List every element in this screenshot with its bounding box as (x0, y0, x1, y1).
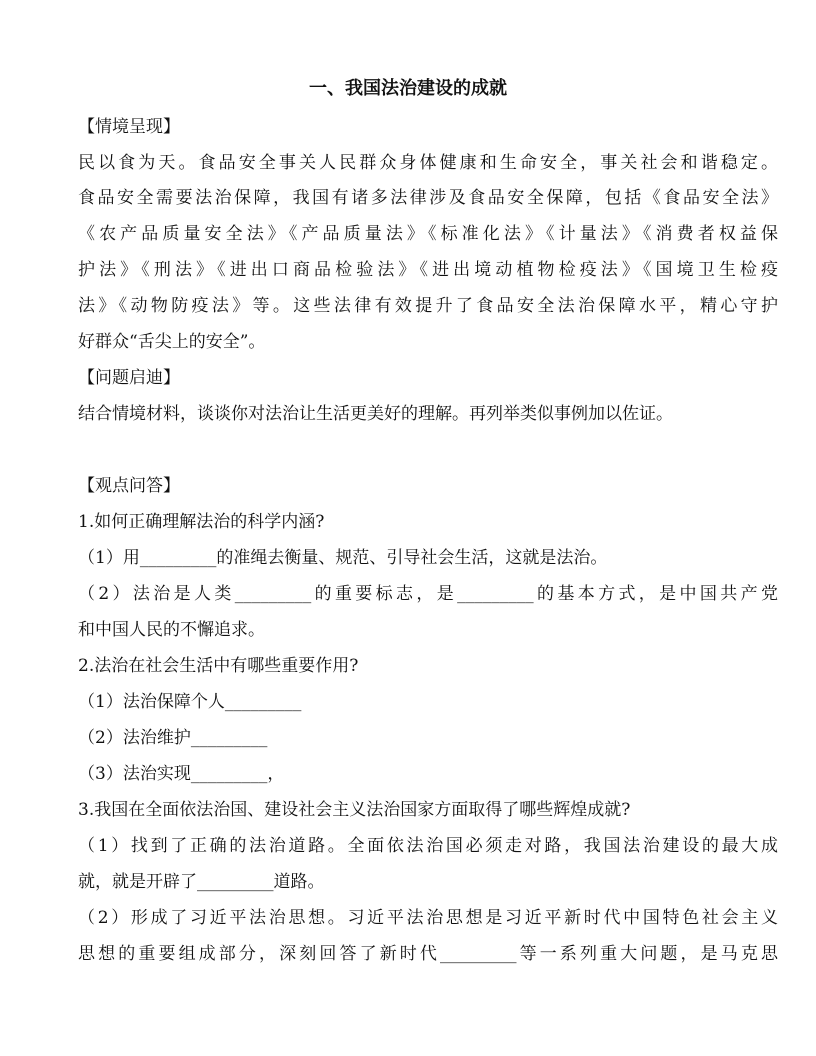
question-1-item-1: （1）用_________的准绳去衡量、规范、引导社会生活，这就是法治。 (78, 548, 608, 568)
question-line: 结合情境材料，谈谈你对法治让生活更美好的理解。再列举类似事例加以佐证。 (78, 404, 673, 424)
answer-heading: 【观点问答】 (78, 476, 180, 496)
question-2-item-2: （2）法治维护_________ (78, 728, 268, 748)
question-heading: 【问题启迪】 (78, 368, 180, 388)
question-1-item-2-line-1: （2）法治是人类_________的重要标志，是_________的基本方式，是中国共产党 (78, 584, 778, 604)
question-3-item-2-line-2: 思想的重要组成部分，深刻回答了新时代_________等一系列重大问题，是马克思 (78, 944, 778, 964)
question-2: 2.法治在社会生活中有哪些重要作用? (78, 656, 359, 676)
question-3-item-1-line-2: 就，就是开辟了_________道路。 (78, 872, 325, 892)
page-title: 一、我国法治建设的成就 (309, 78, 507, 99)
question-3-item-2-line-1: （2）形成了习近平法治思想。习近平法治思想是习近平新时代中国特色社会主义 (78, 908, 778, 928)
scenario-line-1: 民以食为天。食品安全事关人民群众身体健康和生命安全，事关社会和谐稳定。 (78, 153, 778, 173)
question-1-item-2-line-2: 和中国人民的不懈追求。 (78, 620, 265, 640)
scenario-line-4: 护法》《刑法》《进出口商品检验法》《进出境动植物检疫法》《国境卫生检疫 (78, 260, 778, 280)
scenario-heading: 【情境呈现】 (78, 117, 180, 137)
question-3-item-1-line-1: （1）找到了正确的法治道路。全面依法治国必须走对路，我国法治建设的最大成 (78, 836, 778, 856)
scenario-line-3: 《农产品质量安全法》《产品质量法》《标准化法》《计量法》《消费者权益保 (78, 224, 778, 244)
scenario-line-2: 食品安全需要法治保障，我国有诸多法律涉及食品安全保障，包括《食品安全法》 (78, 188, 778, 208)
question-1: 1.如何正确理解法治的科学内涵? (78, 512, 325, 532)
question-3: 3.我国在全面依法治国、建设社会主义法治国家方面取得了哪些辉煌成就? (78, 800, 631, 820)
scenario-line-6: 好群众“舌尖上的安全”。 (78, 332, 266, 352)
question-2-item-3: （3）法治实现_________， (78, 764, 285, 784)
question-2-item-1: （1）法治保障个人_________ (78, 692, 302, 712)
scenario-line-5: 法》《动物防疫法》等。这些法律有效提升了食品安全法治保障水平，精心守护 (78, 296, 778, 316)
